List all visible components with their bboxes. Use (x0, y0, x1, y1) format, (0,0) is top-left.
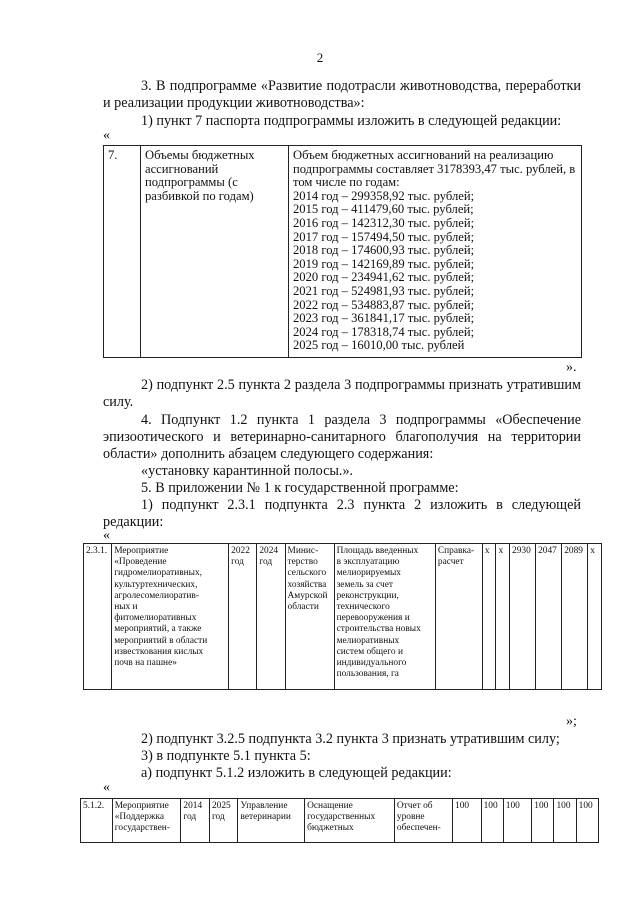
cell-line: Справка- (437, 546, 475, 556)
cell-line: «Проведение (114, 557, 167, 568)
paragraph-5: 5. В приложении № 1 к государственной программе: (141, 480, 459, 496)
close-quote-2: »; (566, 714, 577, 729)
paragraph-5-1 (103, 497, 581, 531)
cell-line: строительства новых (336, 624, 421, 635)
cell-line: бюджетных (307, 823, 354, 834)
paragraph-line: области» дополнить абзацем следующего содержания: (103, 446, 434, 462)
cell-value: 100 (532, 799, 554, 843)
cell-line: в эксплуатацию (336, 557, 400, 568)
cell-line: Амурской (287, 590, 328, 601)
cell-line: год (259, 557, 273, 568)
content-line: 2021 год – 524981,93 тыс. рублей; (293, 283, 475, 298)
paragraph-4-quote: «установку карантинной полосы.». (141, 463, 354, 479)
cell-value: 100 (576, 799, 598, 843)
cell-value: 100 (554, 799, 576, 843)
content-line: 2022 год – 534883,87 тыс. рублей; (293, 297, 475, 312)
cell-line: мероприятий в области (114, 635, 208, 646)
cell-executor (238, 799, 305, 843)
paragraph-line: 2) подпункт 2.5 пункта 2 раздела 3 подпрограммы признать утратившим (141, 377, 581, 393)
table-row (81, 799, 599, 843)
paragraph-5-2: 2) подпункт 3.2.5 подпункта 3.2 пункта 3 признать утратившим силу; (141, 731, 560, 747)
content-line: 2017 год – 157494,50 тыс. рублей; (293, 229, 475, 244)
cell-line: мелиорируемых (336, 568, 401, 579)
cell-line: земель за счет (336, 579, 394, 590)
cell-line: мелиоративных (336, 635, 400, 646)
cell-line: хозяйства (287, 579, 327, 590)
cell-value: 100 (503, 799, 532, 843)
cell-line: год (211, 812, 225, 823)
cell-event (112, 544, 229, 690)
cell-line: Мероприятие (114, 546, 169, 556)
cell-line: известкования кислых (114, 646, 204, 657)
content-line: 2019 год – 142169,89 тыс. рублей; (293, 256, 475, 271)
content-line: подпрограммы составляет 3178393,47 тыс. рублей, в (293, 161, 576, 176)
cell-line: терство (287, 557, 318, 568)
content-line: 2014 год – 299358,92 тыс. рублей; (293, 188, 475, 203)
cell-line: агролесомелиоратив- (114, 590, 199, 601)
cell-event (112, 799, 181, 843)
cell-number: 2.3.1. (84, 544, 112, 690)
paragraph-line: силу. (103, 394, 134, 410)
table-row (84, 544, 602, 690)
content-line: 2015 год – 411479,60 тыс. рублей; (293, 202, 474, 217)
measures-table-2-3-1 (83, 543, 602, 690)
cell-line: сельского (287, 568, 327, 579)
cell-line: расчет (437, 557, 464, 568)
paragraph-line: и реализации продукции животноводства»: (103, 95, 365, 111)
paragraph-3-1: 1) пункт 7 паспорта подпрограммы изложить в следующей редакции: (141, 113, 562, 129)
page-number: 2 (316, 50, 324, 65)
cell-line: систем общего и (336, 646, 403, 657)
content-line: 2023 год – 361841,17 тыс. рублей; (293, 311, 475, 326)
cell-line: пользования, га (336, 669, 399, 680)
cell-result (334, 544, 435, 690)
close-quote: ». (566, 360, 577, 375)
row-content (289, 146, 582, 358)
cell-value: х (482, 544, 496, 690)
paragraph-3 (103, 78, 581, 112)
cell-line: 2024 (259, 546, 279, 556)
cell-line: ных и (114, 602, 138, 613)
measures-table-5-1-2 (80, 798, 599, 843)
cell-line: области (287, 602, 319, 613)
cell-value: х (588, 544, 602, 690)
cell-start-year (181, 799, 210, 843)
cell-line: культуртехнических, (114, 579, 198, 590)
row-number: 7. (104, 146, 141, 358)
paragraph-3-2 (103, 377, 581, 411)
cell-line: Площадь введенных (336, 546, 419, 556)
cell-line: перевооружения и (336, 613, 410, 624)
content-line: том числе по годам: (293, 175, 400, 190)
cell-value: 2930 (510, 544, 536, 690)
cell-line: фитомелиоративных (114, 613, 197, 624)
paragraph-line: редакции: (103, 514, 164, 530)
cell-line: год (183, 812, 197, 823)
cell-line: Оснащение (307, 801, 353, 811)
cell-executor (285, 544, 334, 690)
cell-line: Управление (240, 801, 288, 811)
cell-line: уровне (396, 812, 425, 823)
cell-line: реконструкции, (336, 590, 399, 601)
cell-line: 2025 (211, 801, 231, 811)
content-line: 2018 год – 174600,93 тыс. рублей; (293, 243, 475, 258)
cell-line: год (231, 557, 244, 568)
row-label (141, 146, 289, 358)
content-line: 2020 год – 234941,62 тыс. рублей; (293, 270, 475, 285)
open-quote-2: « (103, 528, 110, 543)
paragraph-4 (103, 412, 581, 463)
label-line: Объемы бюджетных (145, 148, 255, 162)
label-line: ассигнований (145, 161, 219, 176)
cell-line: почв на пашне» (114, 658, 177, 669)
cell-value: х (496, 544, 510, 690)
cell-value: 100 (453, 799, 482, 843)
cell-line: «Поддержка (114, 812, 165, 823)
cell-line: технического (336, 602, 390, 613)
cell-end-year (257, 544, 285, 690)
open-quote-3: « (103, 780, 110, 795)
cell-end-year (209, 799, 238, 843)
cell-line: государственных (307, 812, 376, 823)
paragraph-line: 1) подпункт 2.3.1 подпункта 2.3 пункта 2 изложить в следующей (141, 497, 581, 513)
paragraph-5-3-a: а) подпункт 5.1.2 изложить в следующей редакции: (141, 765, 452, 781)
content-line: Объем бюджетных ассигнований на реализацию (293, 148, 554, 162)
cell-line: 2022 (231, 546, 250, 556)
label-line: подпрограммы (с (145, 175, 238, 190)
cell-line: государствен- (114, 823, 170, 834)
label-line: разбивкой по годам) (145, 188, 254, 203)
table-row (104, 146, 582, 358)
cell-indicator (435, 544, 482, 690)
paragraph-line: 3. В подпрограмме «Развитие подотрасли животноводства, переработки (141, 78, 581, 94)
content-line: 2016 год – 142312,30 тыс. рублей; (293, 215, 475, 230)
cell-value: 100 (481, 799, 503, 843)
paragraph-5-3: 3) в подпункте 5.1 пункта 5: (141, 748, 311, 764)
passport-table (103, 145, 582, 358)
cell-line: Отчет об (396, 801, 433, 811)
cell-line: Минис- (287, 546, 319, 556)
content-line: 2025 год – 16010,00 тыс. рублей (293, 338, 465, 353)
cell-result (305, 799, 395, 843)
cell-value: 2089 (562, 544, 588, 690)
cell-value: 2047 (536, 544, 562, 690)
open-quote: « (103, 128, 110, 143)
paragraph-line: эпизоотического и ветеринарно-санитарного благополучия на территории (103, 429, 581, 445)
cell-indicator (394, 799, 452, 843)
cell-number: 5.1.2. (81, 799, 113, 843)
cell-line: мероприятий, а также (114, 624, 202, 635)
cell-line: гидромелиоративных, (114, 568, 202, 579)
cell-start-year (229, 544, 257, 690)
cell-line: 2014 (183, 801, 203, 811)
cell-line: Мероприятие (114, 801, 169, 811)
cell-line: индивидуального (336, 658, 407, 669)
cell-line: обеспечен- (396, 823, 441, 834)
content-line: 2024 год – 178318,74 тыс. рублей; (293, 324, 475, 339)
cell-line: ветеринарии (240, 812, 291, 823)
paragraph-line: 4. Подпункт 1.2 пункта 1 раздела 3 подпрограммы «Обеспечение (141, 412, 581, 428)
